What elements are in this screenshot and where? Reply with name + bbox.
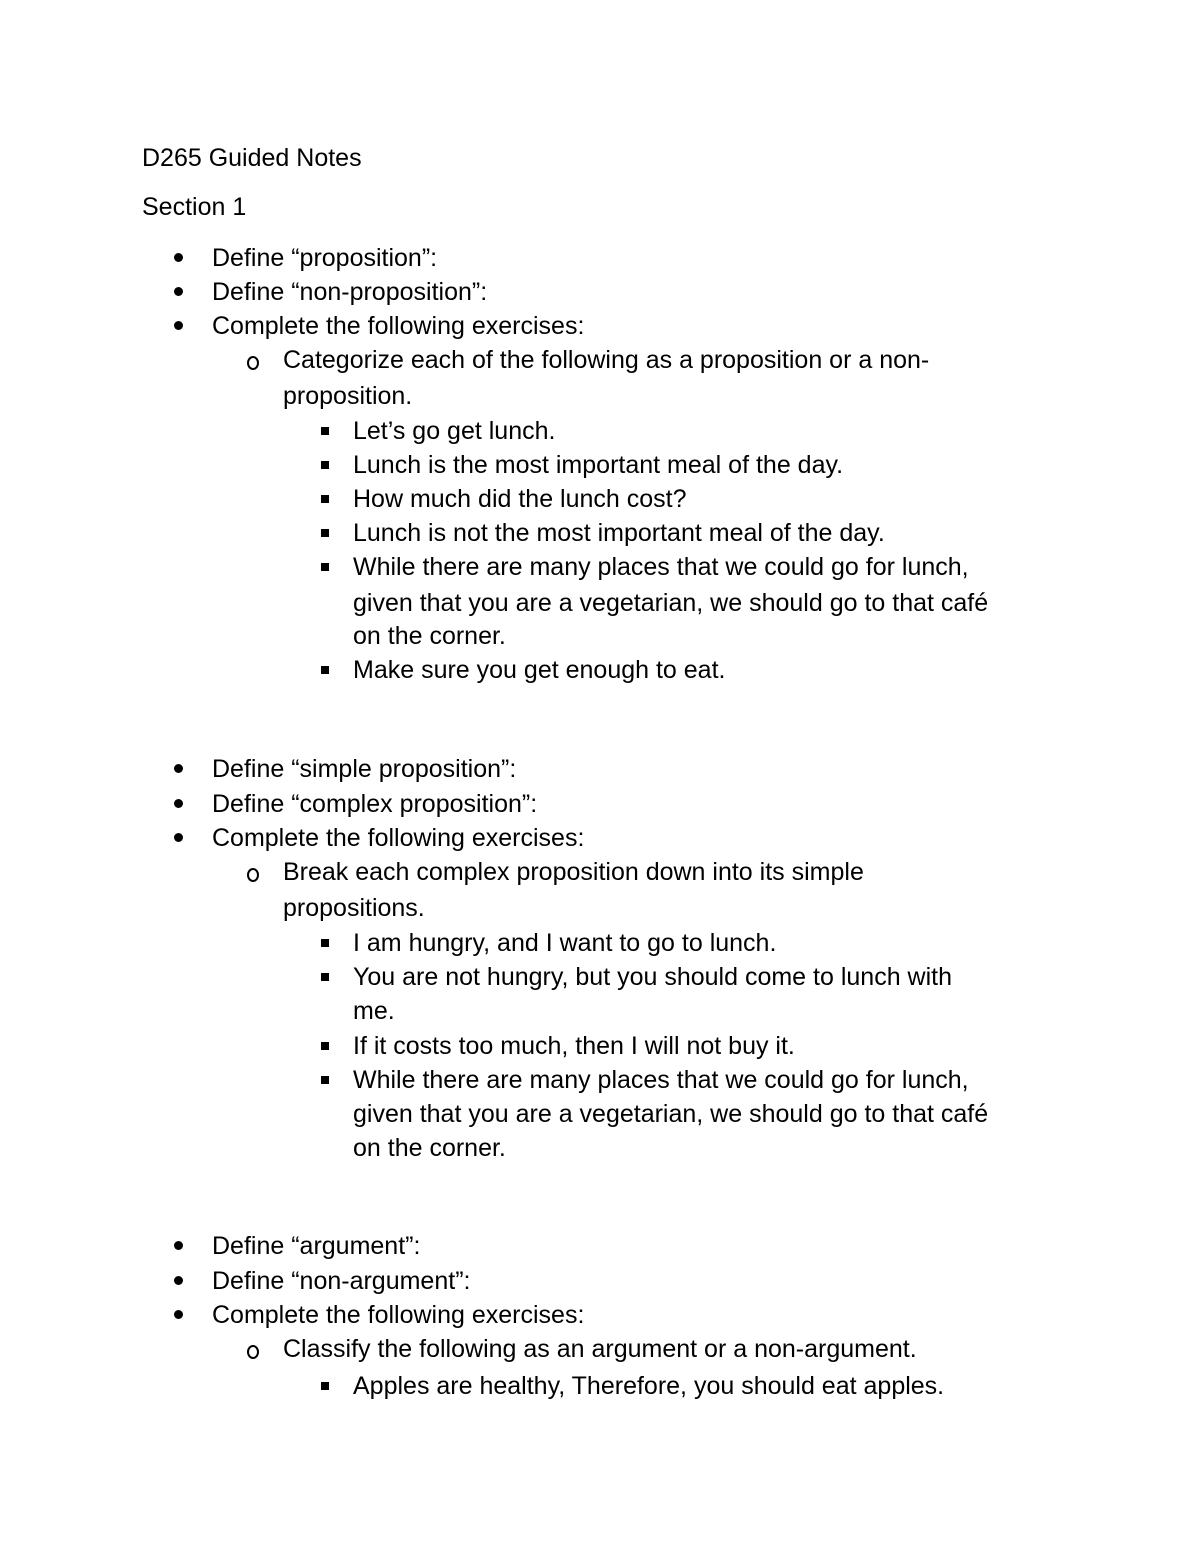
list-item: Complete the following exercises: <box>212 1301 585 1329</box>
document-title: D265 Guided Notes <box>142 144 362 172</box>
bullet-icon <box>174 241 184 275</box>
circle-bullet-icon <box>246 855 260 889</box>
list-item: Define “non-proposition”: <box>212 278 488 306</box>
exercise-item-continued: on the corner. <box>353 622 506 650</box>
circle-bullet-icon <box>246 343 260 377</box>
exercise-item: Lunch is not the most important meal of the day. <box>353 519 885 547</box>
list-item: Complete the following exercises: <box>212 312 585 340</box>
square-bullet-icon <box>321 482 330 516</box>
exercise-instruction: Categorize each of the following as a proposition or a non- <box>283 346 930 374</box>
exercise-instruction: Break each complex proposition down into its simple <box>283 858 864 886</box>
list-item: Define “simple proposition”: <box>212 755 517 783</box>
exercise-item: While there are many places that we could go for lunch, <box>353 1066 969 1094</box>
exercise-item-continued: given that you are a vegetarian, we should go to that café <box>353 589 989 617</box>
list-item: Define “non-argument”: <box>212 1267 471 1295</box>
bullet-icon <box>174 1229 184 1263</box>
square-bullet-icon <box>321 516 330 550</box>
square-bullet-icon <box>321 550 330 584</box>
exercise-instruction: Classify the following as an argument or a non-argument. <box>283 1335 917 1363</box>
exercise-item: Let’s go get lunch. <box>353 417 556 445</box>
list-item: Define “proposition”: <box>212 244 438 272</box>
square-bullet-icon <box>321 1029 330 1063</box>
exercise-item: You are not hungry, but you should come to lunch with <box>353 963 952 991</box>
exercise-item-continued: me. <box>353 997 395 1025</box>
square-bullet-icon <box>321 414 330 448</box>
square-bullet-icon <box>321 448 330 482</box>
exercise-instruction-continued: propositions. <box>283 894 425 922</box>
square-bullet-icon <box>321 653 330 687</box>
square-bullet-icon <box>321 960 330 994</box>
square-bullet-icon <box>321 1369 330 1403</box>
bullet-icon <box>174 821 184 855</box>
square-bullet-icon <box>321 926 330 960</box>
exercise-item: Lunch is the most important meal of the day. <box>353 451 844 479</box>
exercise-item: Apples are healthy, Therefore, you should eat apples. <box>353 1372 945 1400</box>
exercise-instruction-continued: proposition. <box>283 382 413 410</box>
exercise-item: If it costs too much, then I will not buy it. <box>353 1032 795 1060</box>
exercise-item: While there are many places that we could go for lunch, <box>353 553 969 581</box>
square-bullet-icon <box>321 1063 330 1097</box>
list-item: Define “argument”: <box>212 1232 421 1260</box>
bullet-icon <box>174 1264 184 1298</box>
bullet-icon <box>174 1298 184 1332</box>
list-item: Complete the following exercises: <box>212 824 585 852</box>
exercise-item: I am hungry, and I want to go to lunch. <box>353 929 777 957</box>
section-heading: Section 1 <box>142 193 247 221</box>
exercise-item-continued: given that you are a vegetarian, we should go to that café <box>353 1100 989 1128</box>
circle-bullet-icon <box>246 1332 260 1366</box>
bullet-icon <box>174 787 184 821</box>
exercise-item: How much did the lunch cost? <box>353 485 687 513</box>
exercise-item: Make sure you get enough to eat. <box>353 656 726 684</box>
exercise-item-continued: on the corner. <box>353 1134 506 1162</box>
bullet-icon <box>174 309 184 343</box>
bullet-icon <box>174 752 184 786</box>
list-item: Define “complex proposition”: <box>212 790 538 818</box>
bullet-icon <box>174 275 184 309</box>
